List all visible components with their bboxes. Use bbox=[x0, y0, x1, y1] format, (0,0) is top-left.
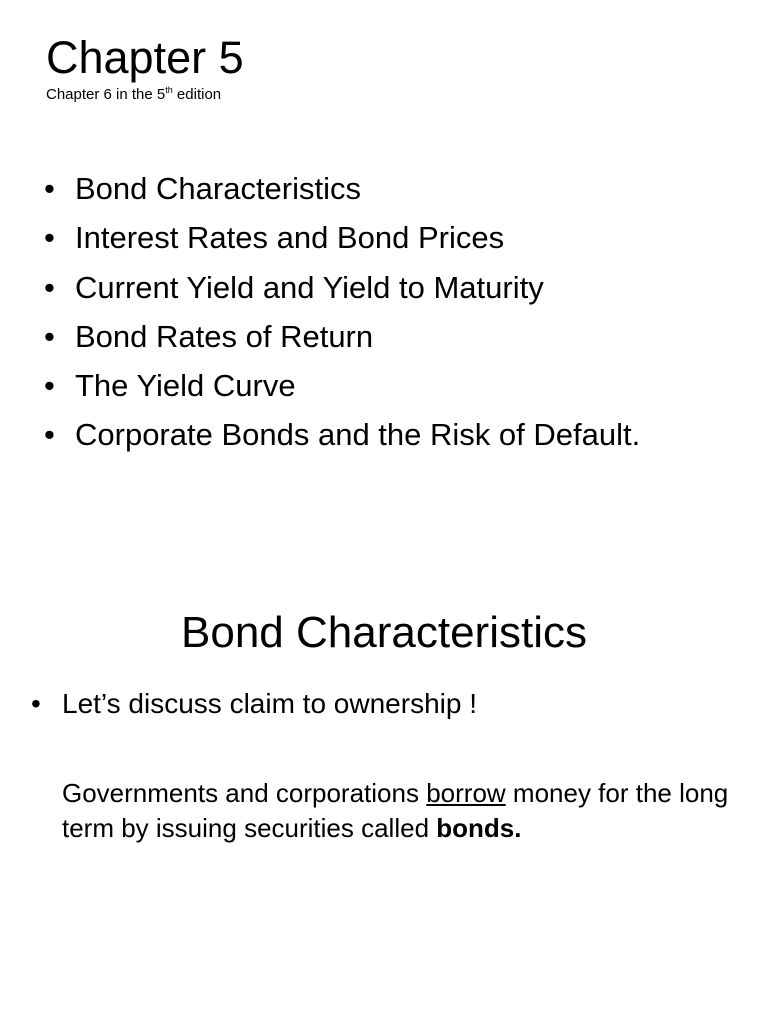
subtitle-text: Chapter 6 in the 5 bbox=[46, 86, 166, 103]
bullet-icon: • bbox=[44, 171, 55, 206]
bullet-icon: • bbox=[44, 318, 55, 354]
body-text-start: Governments and corporations bbox=[62, 778, 427, 808]
subtitle-superscript: th bbox=[165, 85, 173, 95]
list-item-label: Interest Rates and Bond Prices bbox=[75, 220, 505, 256]
bullet-icon: • bbox=[44, 417, 55, 453]
bullet-icon: • bbox=[44, 220, 55, 256]
body-paragraph bbox=[62, 776, 752, 846]
list-item bbox=[44, 361, 640, 410]
list-item-label: Bond Characteristics bbox=[75, 171, 362, 206]
list-item-label: The Yield Curve bbox=[75, 368, 296, 404]
subtitle-text-end: edition bbox=[172, 86, 222, 103]
list-item bbox=[44, 312, 640, 361]
slide-subtitle bbox=[46, 86, 221, 104]
slide-title: Chapter 5 bbox=[46, 32, 244, 83]
list-item-label: Bond Rates of Return bbox=[75, 318, 374, 354]
list-item bbox=[44, 164, 640, 213]
list-item bbox=[44, 410, 640, 459]
list-item-label: Current Yield and Yield to Maturity bbox=[75, 269, 544, 305]
slide-bond-characteristics bbox=[0, 512, 768, 1024]
bold-term: bonds. bbox=[436, 813, 522, 843]
bullet-icon: • bbox=[44, 368, 55, 404]
section-title: Bond Characteristics bbox=[181, 608, 587, 657]
discuss-text: Let’s discuss claim to ownership ! bbox=[62, 688, 477, 719]
topic-list bbox=[44, 164, 640, 460]
bullet-icon: • bbox=[31, 688, 41, 719]
body-text-middle: money for the long term by issuing securities called bbox=[62, 778, 729, 843]
underlined-term: borrow bbox=[426, 778, 506, 808]
list-item bbox=[44, 213, 640, 262]
bullet-icon: • bbox=[44, 269, 55, 305]
discuss-bullet bbox=[31, 686, 477, 722]
list-item bbox=[44, 263, 640, 312]
list-item-label: Corporate Bonds and the Risk of Default. bbox=[75, 417, 641, 453]
